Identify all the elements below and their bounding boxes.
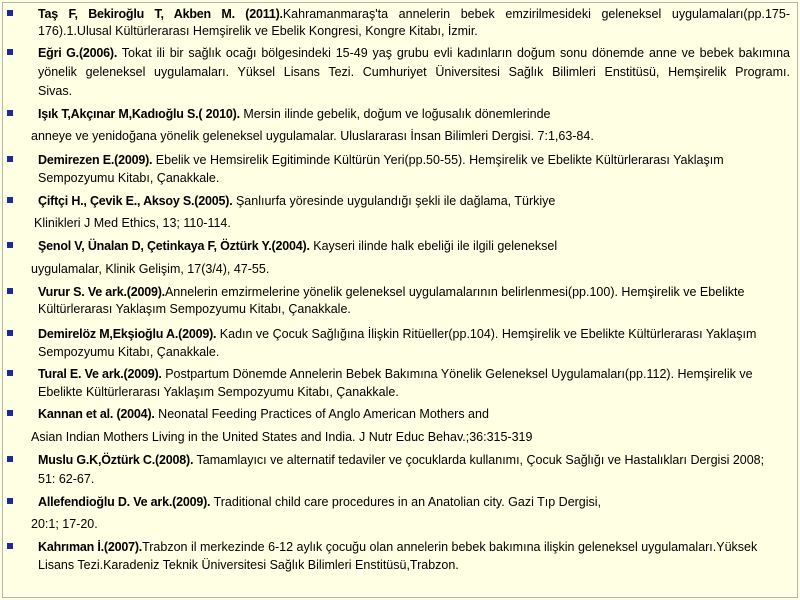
reference-line xyxy=(38,45,790,62)
square-bullet-icon xyxy=(7,330,13,336)
reference-line xyxy=(38,106,550,123)
reference-line xyxy=(38,406,489,423)
square-bullet-icon xyxy=(7,49,13,55)
reference-author: Çiftçi H., Çevik E., Aksoy S.(2005). xyxy=(38,194,233,208)
reference-author: Taş F, Bekiroğlu T, Akben M. (2011). xyxy=(38,7,283,21)
reference-line xyxy=(38,284,744,301)
reference-line: Asian Indian Mothers Living in the United States and India. J Nutr Educ Behav.;36:315-319 xyxy=(31,430,533,444)
square-bullet-icon xyxy=(7,156,13,162)
reference-text: Kayseri ilinde halk ebeliği ile ilgili geleneksel xyxy=(309,239,558,253)
square-bullet-icon xyxy=(7,10,13,16)
reference-author: Eğri G.(2006). xyxy=(38,46,118,60)
reference-author: Şenol V, Ünalan D, Çetinkaya F, Öztürk Y.(2004). xyxy=(38,239,310,253)
reference-line: Sempozyumu Kitabı, Çanakkale. xyxy=(38,171,220,185)
reference-author: Tural E. Ve ark.(2009). xyxy=(38,367,162,381)
reference-line: Sivas. xyxy=(38,84,73,98)
reference-line: anneye ve yenidoğana yönelik geleneksel uygulamalar. Uluslararası İnsan Bilimleri Dergisi. 7:1,63-84. xyxy=(31,129,594,143)
reference-line: Klinikleri J Med Ethics, 13; 110-114. xyxy=(34,216,231,230)
reference-line xyxy=(38,539,757,556)
square-bullet-icon xyxy=(7,456,13,462)
square-bullet-icon xyxy=(7,197,13,203)
reference-text: Annelerin emzirmelerine yönelik geleneksel uygulamalarının belirlenmesi(pp.100). Hemşirelik ve Ebelikte xyxy=(164,285,745,299)
square-bullet-icon xyxy=(7,370,13,376)
reference-text: Traditional child care procedures in an Anatolian city. Gazi Tıp Dergisi, xyxy=(210,495,602,509)
reference-line: Kültürlerarası Yaklaşım Sempozyumu Kitabı, Çanakkale. xyxy=(38,302,351,316)
reference-author: Muslu G.K,Öztürk C.(2008). xyxy=(38,453,194,467)
reference-text: Şanlıurfa yöresinde uygulandığı şekli ile dağlama, Türkiye xyxy=(232,194,556,208)
reference-author: Demirelöz M,Ekşioğlu A.(2009). xyxy=(38,327,217,341)
reference-text: Tamamlayıcı ve alternatif tedaviler ve çocuklarda kullanımı, Çocuk Sağlığı ve Hastalıkları Dergisi 2008; xyxy=(193,453,765,467)
reference-author: Kahrıman İ.(2007). xyxy=(38,540,143,554)
reference-author: Işık T,Akçınar M,Kadıoğlu S.( 2010). xyxy=(38,107,240,121)
reference-text: Trabzon il merkezinde 6-12 aylık çocuğu olan annelerin bebek bakımına ilişkin geleneksel uygulamaları.Yüksek xyxy=(142,540,758,554)
reference-line xyxy=(38,452,764,469)
reference-line: Ebelikte Kültürlerarası Yaklaşım Sempozyumu Kitabı, Çanakkale. xyxy=(38,385,399,399)
reference-text: Tokat ili bir sağlık ocağı bölgesindeki 15-49 yaş grubu evli kadınların doğum sonu dönemde anne ve bebek bakımına xyxy=(117,46,790,60)
reference-author: Vurur S. Ve ark.(2009). xyxy=(38,285,165,299)
square-bullet-icon xyxy=(7,543,13,549)
square-bullet-icon xyxy=(7,288,13,294)
reference-author: Demirezen E.(2009). xyxy=(38,153,153,167)
reference-line xyxy=(38,193,555,210)
reference-text: Kahramanmaraş'ta annelerin bebek emzirilmesideki geleneksel uygulamaları(pp.175- xyxy=(282,7,790,21)
reference-line: Sempozyumu Kitabı, Çanakkale. xyxy=(38,345,220,359)
square-bullet-icon xyxy=(7,410,13,416)
square-bullet-icon xyxy=(7,242,13,248)
reference-line: 176).1.Ulusal Kültürlerarası Hemşirelik ve Ebelik Kongresi, Kongre Kitabı, İzmir. xyxy=(38,24,478,38)
square-bullet-icon xyxy=(7,110,13,116)
reference-line: 20:1; 17-20. xyxy=(31,517,98,531)
reference-author: Kannan et al. (2004). xyxy=(38,407,155,421)
reference-line: 51: 62-67. xyxy=(38,472,95,486)
reference-line xyxy=(38,326,756,343)
reference-line xyxy=(38,366,753,383)
reference-line xyxy=(38,152,724,169)
square-bullet-icon xyxy=(7,498,13,504)
reference-author: Allefendioğlu D. Ve ark.(2009). xyxy=(38,495,211,509)
reference-line xyxy=(38,6,790,23)
reference-text: Kadın ve Çocuk Sağlığına İlişkin Ritüeller(pp.104). Hemşirelik ve Ebelikte Kültürlerarası Yaklaşım xyxy=(216,327,757,341)
reference-text: Postpartum Dönemde Annelerin Bebek Bakımına Yönelik Geleneksel Uygulamaları(pp.112). Hemşirelik ve xyxy=(161,367,753,381)
reference-line xyxy=(38,494,601,511)
reference-text: Mersin ilinde gebelik, doğum ve loğusalık dönemlerinde xyxy=(239,107,551,121)
reference-text: Ebelik ve Hemsirelik Egitiminde Kültürün Yeri(pp.50-55). Hemşirelik ve Ebelikte Kültürlerarası Yaklaşım xyxy=(152,153,724,167)
reference-text: Neonatal Feeding Practices of Anglo American Mothers and xyxy=(154,407,489,421)
reference-line: yönelik geleneksel uygulamaları. Yüksel Lisans Tezi. Cumhuriyet Üniversitesi Sağlık Bilimleri Enstitüsü, Hemşirelik Programı. xyxy=(38,65,790,79)
reference-line: uygulamalar, Klinik Gelişim, 17(3/4), 47-55. xyxy=(31,262,270,276)
reference-line xyxy=(38,238,557,255)
reference-line: Lisans Tezi.Karadeniz Teknik Üniversitesi Sağlık Bilimleri Enstitüsü,Trabzon. xyxy=(38,558,459,572)
